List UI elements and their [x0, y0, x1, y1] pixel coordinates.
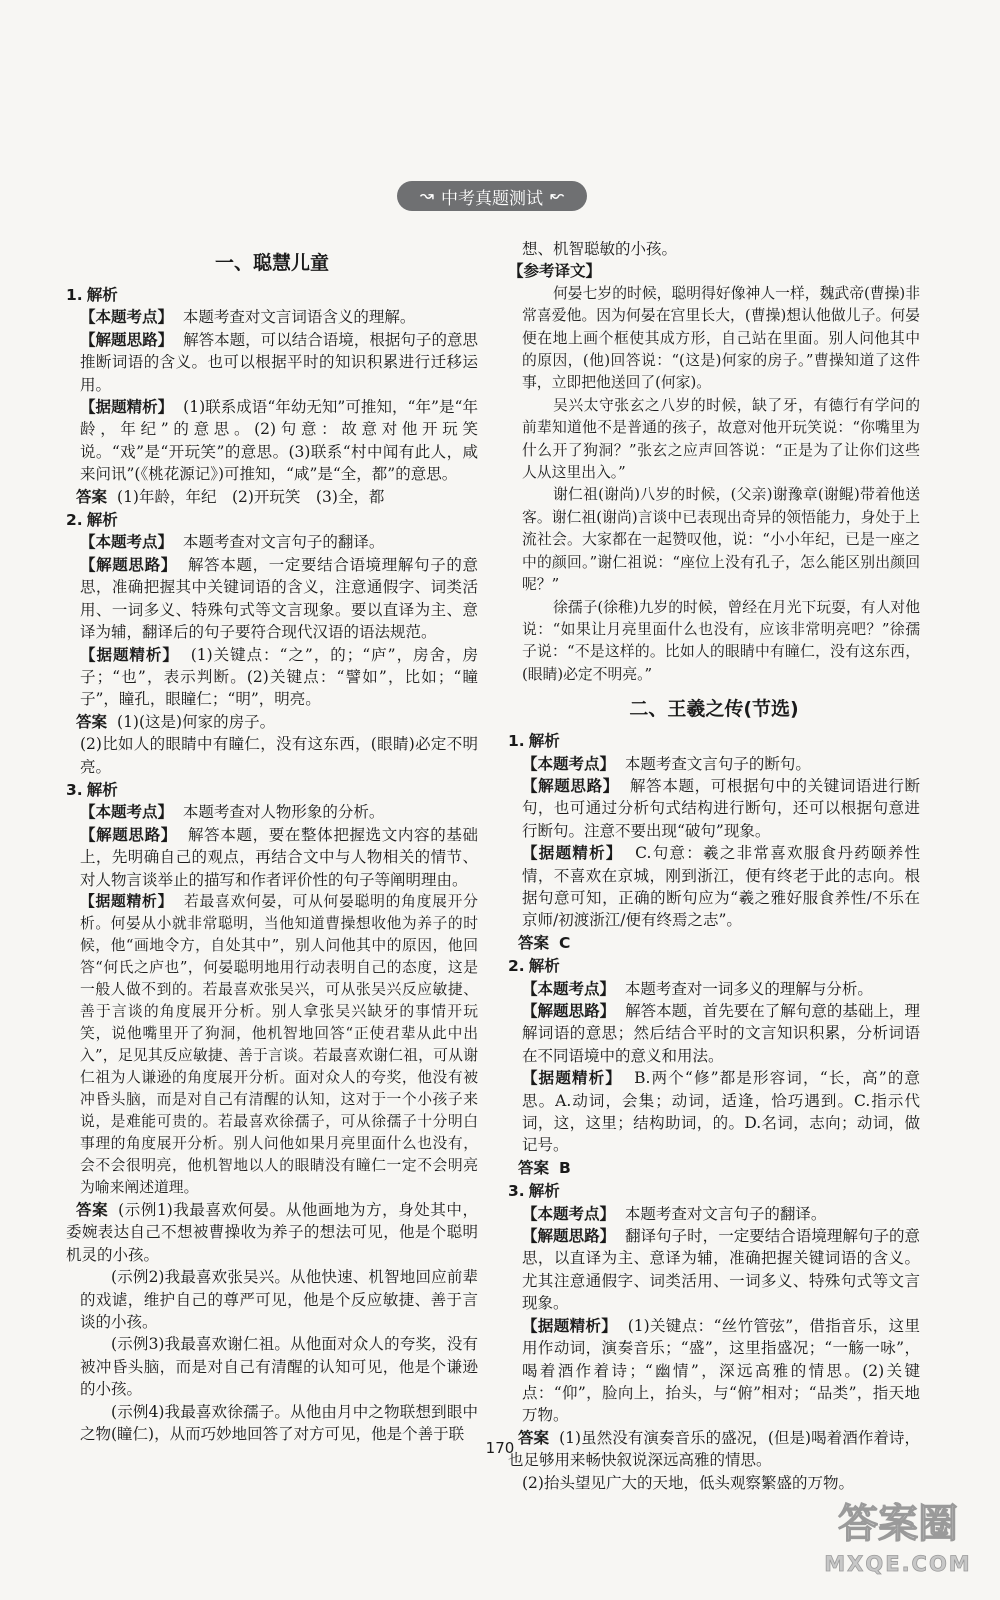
r-question-3-head: 3. 解析	[508, 1182, 560, 1201]
ref-para-4: 徐孺子(徐稚)九岁的时候，曾经在月光下玩耍，有人对他说：“如果让月亮里面什么也没有，应该非常明亮吧？”徐孺子说：“不是这样的。比如人的眼睛中有瞳仁，没有这东西，(眼睛)必定不明亮。”	[522, 598, 920, 683]
r-q1-kaodian: 【本题考点】 本题考查文言句子的断句。	[522, 754, 811, 773]
r-q2-silu: 【解题思路】 解答本题，首先要在了解句意的基础上，理解词语的意思；然后结合平时的文言知识积累，分析词语在不同语境中的意义和用法。	[522, 1002, 920, 1065]
r-question-1-head: 1. 解析	[508, 732, 560, 751]
section-title-1: 一、聪慧儿童	[214, 252, 329, 274]
section-banner	[397, 181, 587, 211]
r-question-2-head: 2. 解析	[508, 957, 560, 976]
q2-answer-2: (2)比如人的眼睛中有瞳仁，没有这东西，(眼睛)必定不明亮。	[80, 735, 478, 776]
question-3-head: 3. 解析	[66, 780, 118, 799]
page-number: 170	[485, 1439, 515, 1457]
right-column	[508, 240, 920, 1494]
question-1-head: 1. 解析	[66, 286, 118, 304]
r-q1-jingxi: 【据题精析】 C.句意：羲之非常喜欢服食丹药颐养性情，不喜欢在京城，刚到浙江，便有终老于此的志向。根据句意可知，正确的断句应为“羲之雅好服食养性/不乐在京师/初渡浙江/便有终焉之志”。	[522, 844, 920, 930]
q3-silu: 【解题思路】 解答本题，要在整体把握选文内容的基础上，先明确自己的观点，再结合文中与人物相关的情节、对人物言谈举止的描写和作者评价性的句子等阐明理由。	[80, 825, 478, 889]
q1-jingxi: 【据题精析】 (1)联系成语“年幼无知”可推知，“年”是“年龄，年纪”的意思。(2)句意：故意对他开玩笑说。“戏”是“开玩笑”的意思。(3)联系“村中闻有此人，咸来问讯”(《桃花源记》)可推知，“咸”是“全，都”的意思。	[80, 398, 478, 484]
r-q3-answer-2: (2)抬头望见广大的天地，低头观察繁盛的万物。	[522, 1473, 854, 1492]
q3-answer-ex4: (示例4)我最喜欢徐孺子。从他由月中之物联想到眼中之物(瞳仁)，从而巧妙地回答了对方可见，他是个善于联	[80, 1402, 478, 1444]
right-swirl-icon: ↜	[550, 186, 565, 206]
ref-para-1: 何晏七岁的时候，聪明得好像神人一样，魏武帝(曹操)非常喜爱他。因为何晏在宫里长大，(曹操)想认他做儿子。何晏便在地上画个框使其成方形，自己站在里面。别人问他其中的原因，(他)回答说：“(这是)何家的房子。”曹操知道了这件事，立即把他送回了(何家)。	[522, 284, 920, 392]
q3-kaodian: 【本题考点】 本题考查对人物形象的分析。	[80, 803, 385, 822]
ref-para-3: 谢仁祖(谢尚)八岁的时候，(父亲)谢豫章(谢鲲)带着他送客。谢仁祖(谢尚)言谈中已表现出奇异的领悟能力，身处于上流社会。大家都在一起赞叹他，说：“小小年纪，已是一座之中的颜回。”谢仁祖说：“座位上没有孔子，怎么能区别出颜回呢？”	[522, 486, 920, 594]
q2-answer: 答案 (1)(这是)何家的房子。	[76, 712, 276, 731]
question-2-head: 2. 解析	[66, 511, 118, 530]
q3-answer-ex2: (示例2)我最喜欢张吴兴。从他快速、机智地回应前辈的戏谑，维护自己的尊严可见，他是个反应敏捷、善于言谈的小孩。	[80, 1268, 478, 1331]
q3-answer-ex1: 答案 (示例1)我最喜欢何晏。从他画地为方，身处其中，委婉表达自己不想被曹操收为养子的想法可见，他是个聪明机灵的小孩。	[66, 1200, 478, 1264]
q2-kaodian: 【本题考点】 本题考查对文言句子的翻译。	[80, 533, 385, 552]
r-q3-answer: 答案 (1)虽然没有演奏音乐的盛况，(但是)喝着酒作着诗，也足够用来畅快叙说深远高雅的情思。	[508, 1428, 920, 1470]
q1-silu: 【解题思路】 解答本题，可以结合语境，根据句子的意思推断词语的含义。也可以根据平时的知识积累进行迁移运用。	[80, 330, 478, 394]
section-title-2: 二、王羲之传(节选)	[629, 698, 799, 721]
q1-answer: 答案 (1)年龄，年纪 (2)开玩笑 (3)全，都	[76, 487, 385, 506]
ref-para-2: 吴兴太守张玄之八岁的时候，缺了牙，有德行有学问的前辈知道他不是普通的孩子，故意对他开玩笑说：“你嘴里为什么开了狗洞？”张玄之应声回答说：“正是为了让你们这些人从这里出入。”	[522, 396, 920, 482]
r-q3-jingxi: 【据题精析】 (1)关键点：“丝竹管弦”，借指音乐，这里用作动词，演奏音乐；“盛”，这里指盛况；“一觞一咏”，喝着酒作着诗；“幽情”，深远高雅的情思。(2)关键点：“仰”，脸向上，抬头，与“俯”相对；“品类”，指天地万物。	[522, 1316, 920, 1425]
r-q2-jingxi: 【据题精析】 B.两个“修”都是形容词，“长，高”的意思。A.动词，会集；动词，适逢，恰巧遇到。C.指示代词，这，这里；结构助词，的。D.名词，志向；动词，做记号。	[522, 1069, 920, 1155]
q3-jingxi: 【据题精析】 若最喜欢何晏，可从何晏聪明的角度展开分析。何晏从小就非常聪明，当他知道曹操想收他为养子的时候，他“画地令方，自处其中”，别人问他其中的原因，他回答“何氏之庐也”，何晏聪明地用行动表明自己的态度，这是一般人做不到的。若最喜欢张吴兴，可从张吴兴反应敏捷、善于言谈的角度展开分析。别人拿张吴兴缺牙的事情开玩笑，说他嘴里开了狗洞，他机智地回答“正使君辈从此中出入”，足见其反应敏捷、善于言谈。若最喜欢谢仁祖，可从谢仁祖为人谦逊的角度展开分析。面对众人的夸奖，他没有被冲昏头脑，而是对自己有清醒的认知，这对于一个小孩子来说，是难能可贵的。若最喜欢徐孺子，可从徐孺子十分明白事理的角度展开分析。别人问他如果月亮里面什么也没有，会不会很明亮，他机智地以人的眼睛没有瞳仁一定不会明亮为喻来阐述道理。	[80, 892, 478, 1196]
left-column	[66, 246, 478, 1445]
q1-kaodian: 【本题考点】 本题考查对文言词语含义的理解。	[80, 308, 416, 327]
r-q3-kaodian: 【本题考点】 本题考查对文言句子的翻译。	[522, 1204, 827, 1223]
r-q3-silu: 【解题思路】 翻译句子时，一定要结合语境理解句子的意思，以直译为主、意译为辅，准确把握关键词语的含义。尤其注意通假字、词类活用、一词多义、特殊句式等文言现象。	[522, 1227, 920, 1313]
watermark-logo	[820, 1487, 980, 1587]
r-q2-kaodian: 【本题考点】 本题考查对一词多义的理解与分析。	[522, 979, 873, 998]
q3-answer-ex3: (示例3)我最喜欢谢仁祖。从他面对众人的夸奖，没有被冲昏头脑，而是对自己有清醒的认知可见，他是个谦逊的小孩。	[80, 1335, 478, 1399]
r-q1-answer: 答案 C	[518, 933, 571, 952]
watermark-line1: 答案圈	[838, 1501, 958, 1547]
left-swirl-icon: ↝	[419, 186, 434, 206]
continued-text: 想、机智聪敏的小孩。	[522, 240, 678, 258]
q2-silu: 【解题思路】 解答本题，一定要结合语境理解句子的意思，准确把握其中关键词语的含义，注意通假字、词类活用、一词多义、特殊句式等文言现象。要以直译为主、意译为辅，翻译后的句子要符合现代汉语的语法规范。	[80, 555, 478, 642]
watermark-line2: MXQE.COM	[824, 1552, 972, 1576]
r-q2-answer: 答案 B	[518, 1158, 571, 1177]
reference-translation-tag: 【参考译文】	[508, 262, 602, 281]
r-q1-silu: 【解题思路】 解答本题，可根据句中的关键词语进行断句，也可通过分析句式结构进行断句，还可以根据句意进行断句。注意不要出现“破句”现象。	[522, 776, 920, 840]
banner-title: 中考真题测试	[441, 188, 543, 209]
q2-jingxi: 【据题精析】 (1)关键点：“之”，的；“庐”，房舍，房子；“也”，表示判断。(2)关键点：“譬如”，比如；“瞳子”，瞳孔，眼瞳仁；“明”，明亮。	[80, 645, 478, 709]
